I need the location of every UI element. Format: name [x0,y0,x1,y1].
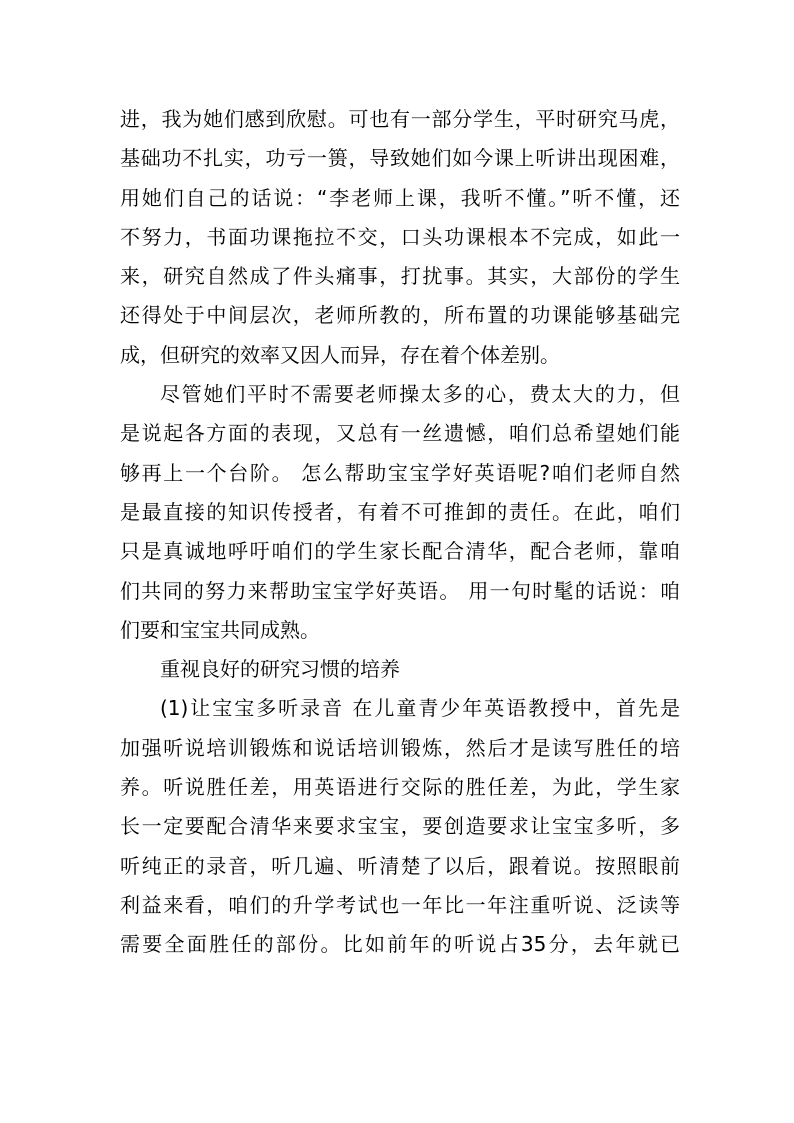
text-line: 只是真诚地呼吁咱们的学生家长配合清华，配合老师，靠咱 [120,539,680,564]
text-line: 加强听说培训锻炼和说话培训锻炼，然后才是读写胜任的培 [120,735,680,760]
text-line: 需要全面胜任的部份。比如前年的听说占35分，去年就已 [120,932,680,957]
section-heading: 重视良好的研究习惯的培养 [160,657,400,682]
text-line: 基础功不扎实，功亏一篑，导致她们如今课上听讲出现困难， [120,146,680,171]
text-line: 听纯正的录音，听几遍、听清楚了以后，跟着说。按照眼前 [120,853,680,878]
text-line: 用她们自己的话说：“李老师上课，我听不懂。”听不懂，还 [120,185,680,210]
text-line: 够再上一个台阶。 怎么帮助宝宝学好英语呢?咱们老师自然 [120,460,680,485]
text-line: 们要和宝宝共同成熟。 [120,617,320,642]
text-line: 是说起各方面的表现，又总有一丝遗憾，咱们总希望她们能 [120,421,680,446]
text-line: 养。听说胜任差，用英语进行交际的胜任差，为此，学生家 [120,775,680,800]
text-line: 长一定要配合清华来要求宝宝，要创造要求让宝宝多听，多 [120,814,680,839]
document-body [120,100,680,965]
text-line: 来，研究自然成了件头痛事，打扰事。其实，大部份的学生 [120,264,680,289]
text-line: 是最直接的知识传授者，有着不可推卸的责任。在此，咱们 [120,499,680,524]
text-line: 们共同的努力来帮助宝宝学好英语。 用一句时髦的话说：咱 [120,578,680,603]
text-line: 尽管她们平时不需要老师操太多的心，费太大的力，但 [160,382,680,407]
text-line: 成，但研究的效率又因人而异，存在着个体差别。 [120,342,560,367]
text-line: 进，我为她们感到欣慰。可也有一部分学生，平时研究马虎， [120,107,680,131]
text-line: 不努力，书面功课拖拉不交，口头功课根本不完成，如此一 [120,224,680,249]
text-line: 还得处于中间层次，老师所教的，所布置的功课能够基础完 [120,303,680,328]
text-line: (1)让宝宝多听录音 在儿童青少年英语教授中，首先是 [160,696,680,721]
text-line: 利益来看，咱们的升学考试也一年比一年注重听说、泛读等 [120,892,680,917]
